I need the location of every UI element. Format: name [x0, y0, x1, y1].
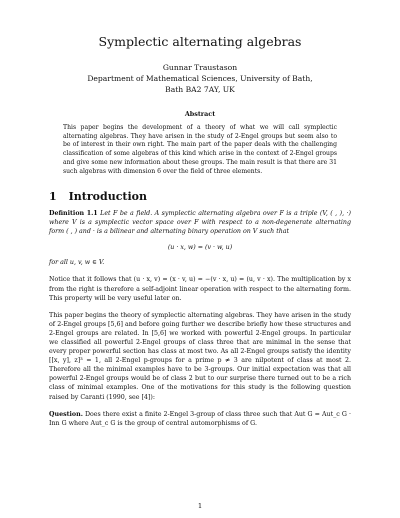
page-number: 1	[197, 502, 203, 510]
definition-text: Let F be a field. A symplectic alternating algebra over F is a triple (V, ( , ), ·) where V is a symplectic vector space over F with respect to a non-degenerate alternating form ( , ) and · is a bilinear and alternating binary operation on V such that	[49, 210, 351, 236]
paper-title: Symplectic alternating algebras	[98, 34, 302, 49]
definition	[49, 209, 351, 236]
abstract-heading: Abstract	[184, 109, 216, 118]
paragraph-1: Notice that it follows that (u · x, v) = (x · v, u) = −(v · x, u) = (u, v · x). The multiplication by x from the right is therefore a self-adjoint linear operation with respect to the alternating form. This property will be very useful later on.	[49, 276, 351, 302]
definition-label: Definition 1.1	[49, 210, 98, 218]
abstract-text: This paper begins the development of a theory of what we will call symplectic alternating algebras. They have arisen in the study of 2-Engel groups but seem also to be of interest in their own right. The main part of the paper deals with the challenging classification of some algebras of this kind which arise in the context of 2-Engel groups and give some new information about these groups. The main result is that there are 31 such algebras with dimension 6 over the field of three elements.	[63, 123, 337, 176]
author-block	[49, 62, 351, 96]
question	[49, 410, 351, 428]
definition-formula: (u · x, w) = (v · w, u)	[167, 244, 233, 252]
question-label: Question.	[49, 410, 83, 418]
section-number: 1	[49, 190, 57, 204]
author-name: Gunnar Traustason	[162, 63, 238, 72]
section-heading	[49, 190, 351, 203]
author-affiliation: Department of Mathematical Sciences, University of Bath,	[87, 74, 313, 84]
author-address: Bath BA2 7AY, UK	[165, 85, 235, 95]
section-title: Introduction	[68, 190, 147, 204]
question-text: Does there exist a finite 2-Engel 3-group of class three such that Aut G = Aut_c G · Inn G where Aut_c G is the group of central automorphisms of G.	[49, 410, 351, 427]
definition-tail: for all u, v, w ∈ V.	[49, 259, 105, 267]
paragraph-2: This paper begins the theory of symplectic alternating algebras. They have arisen in the study of 2-Engel groups [5,6] and before going further we describe briefly how these structures and 2-Engel groups are related. In [5,6] we worked with powerful 2-Engel groups. In particular we classified all powerful 2-Engel groups of class three that are minimal in the sense that every proper powerful section has class at most two. As all 2-Engel groups satisfy the identity [[x, y], z]³ = 1, all 2-Engel p-groups for a prime p ≠ 3 are nilpotent of class at most 2. Therefore all the minimal examples have to be 3-groups. Our initial expectation was that all powerful 2-Engel groups would be of class 2 but to our surprise there turned out to be a rich class of minimal examples. One of the motivations for this study is the following question raised by Caranti (1990, see [4]):	[49, 311, 351, 401]
